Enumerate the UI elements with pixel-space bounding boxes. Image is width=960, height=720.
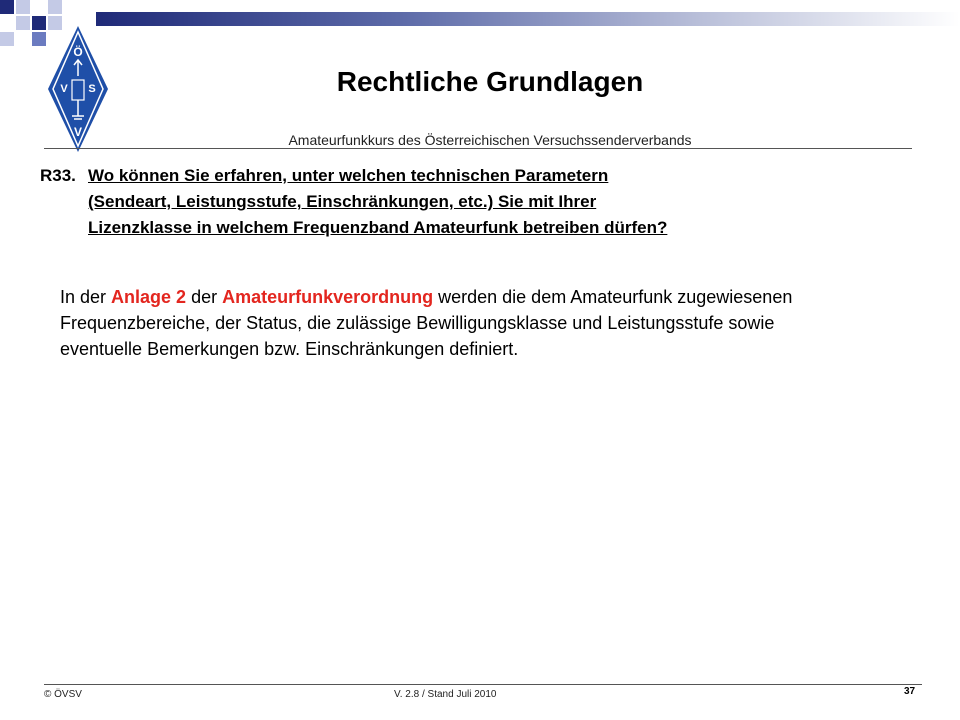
corner-square-navy-1 [0,0,14,14]
question-line-3: Lizenzklasse in welchem Frequenzband Amateurfunk betreiben dürfen? [88,218,668,237]
answer-highlight-anlage: Anlage 2 [111,287,187,307]
question-number: R33. [40,166,76,185]
corner-square-pale-3 [16,16,30,30]
course-subtitle: Amateurfunkkurs des Österreichischen Versuchssenderverbands [288,132,692,148]
corner-square-pale-2 [48,0,62,14]
answer-text-3: werden die dem Amateurfunk zugewiesenen Frequenzbereiche, der Status, die zulässige Bewilligungsklasse und Leistungsstufe sowie eventuelle Bemerkungen bzw. Einschränkungen definiert. [60,287,793,359]
question-line-2: (Sendeart, Leistungsstufe, Einschränkungen, etc.) Sie mit Ihrer [88,192,597,211]
header-gradient-bar [96,12,960,26]
logo-letter-right: S [88,83,96,95]
corner-square-navy-2 [32,16,46,30]
footer-version: V. 2.8 / Stand Juli 2010 [394,689,497,700]
answer-highlight-verordnung: Amateurfunkverordnung [222,287,434,307]
question-line-1 [40,163,840,189]
answer-paragraph [60,284,860,362]
answer-text-2: der [186,287,223,307]
header-divider [44,148,912,149]
footer-copyright: © ÖVSV [44,689,82,700]
corner-square-blue-1 [32,32,46,46]
logo-letter-left: V [60,83,68,95]
logo-letter-top: Ö [73,45,83,59]
slide-title: Rechtliche Grundlagen [336,66,644,97]
answer-text-1: In der [60,287,112,307]
corner-square-pale-1 [16,0,30,14]
question-text-1: Wo können Sie erfahren, unter welchen technischen Parametern [88,166,609,185]
oevsv-logo [46,24,110,154]
footer-divider [44,684,922,685]
corner-square-pale-5 [0,32,14,46]
logo-letter-bottom: V [73,125,83,139]
question-block [40,163,840,241]
page-number: 37 [904,686,916,697]
